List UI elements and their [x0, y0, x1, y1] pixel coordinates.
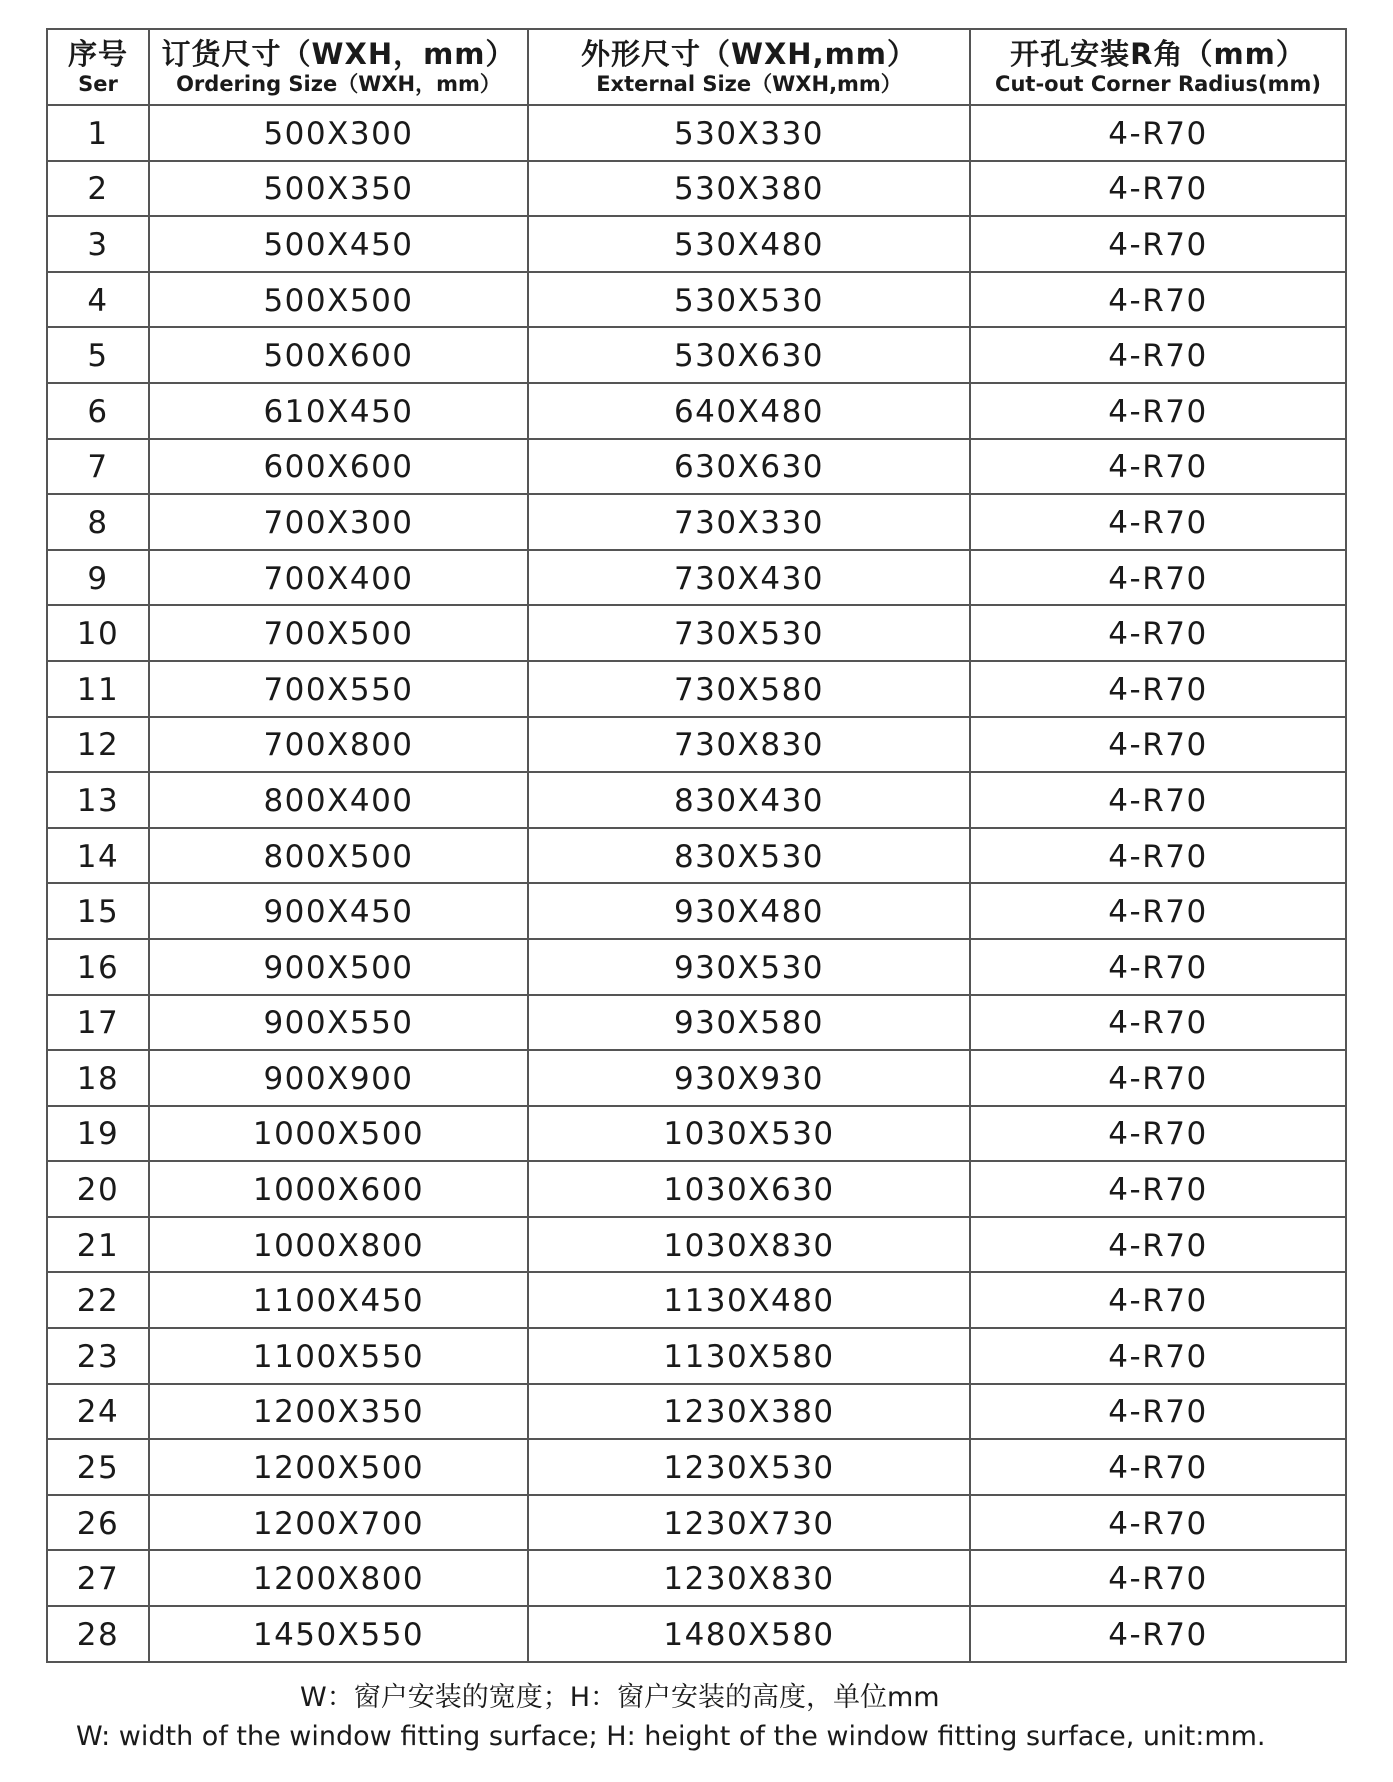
cell-ordering-size: 1100X550 — [149, 1328, 528, 1384]
cell-ser: 10 — [47, 605, 149, 661]
cell-external-size: 1480X580 — [528, 1606, 970, 1662]
cell-ser: 28 — [47, 1606, 149, 1662]
cell-external-size: 530X480 — [528, 216, 970, 272]
header-row — [47, 29, 1346, 105]
cell-corner-radius: 4-R70 — [970, 1439, 1346, 1495]
cell-external-size: 730X580 — [528, 661, 970, 717]
cell-external-size: 1230X830 — [528, 1550, 970, 1606]
cell-external-size: 1030X830 — [528, 1217, 970, 1273]
cell-ser: 15 — [47, 883, 149, 939]
cell-corner-radius: 4-R70 — [970, 883, 1346, 939]
cell-ordering-size: 700X500 — [149, 605, 528, 661]
cell-ordering-size: 700X550 — [149, 661, 528, 717]
cell-ordering-size: 500X600 — [149, 327, 528, 383]
cell-external-size: 1030X630 — [528, 1161, 970, 1217]
cell-ser: 18 — [47, 1050, 149, 1106]
cell-corner-radius: 4-R70 — [970, 161, 1346, 217]
cell-external-size: 930X530 — [528, 939, 970, 995]
table-row — [47, 1272, 1346, 1328]
cell-ser: 2 — [47, 161, 149, 217]
cell-corner-radius: 4-R70 — [970, 1217, 1346, 1273]
header-ser-cn: 序号 — [67, 37, 128, 72]
cell-ser: 25 — [47, 1439, 149, 1495]
cell-corner-radius: 4-R70 — [970, 1384, 1346, 1440]
cell-ser: 14 — [47, 828, 149, 884]
cell-corner-radius: 4-R70 — [970, 1106, 1346, 1162]
header-ordering-size-cn: 订货尺寸（WXH，mm） — [161, 37, 516, 72]
cell-corner-radius: 4-R70 — [970, 1495, 1346, 1551]
cell-corner-radius: 4-R70 — [970, 105, 1346, 161]
table-row — [47, 605, 1346, 661]
table-row — [47, 939, 1346, 995]
table-row — [47, 661, 1346, 717]
cell-ordering-size: 700X400 — [149, 550, 528, 606]
table-row — [47, 161, 1346, 217]
cell-ordering-size: 500X450 — [149, 216, 528, 272]
cell-external-size: 1030X530 — [528, 1106, 970, 1162]
cell-ordering-size: 1200X500 — [149, 1439, 528, 1495]
cell-ordering-size: 500X350 — [149, 161, 528, 217]
cell-external-size: 1130X480 — [528, 1272, 970, 1328]
table-row — [47, 1495, 1346, 1551]
cell-external-size: 530X630 — [528, 327, 970, 383]
cell-ordering-size: 700X800 — [149, 717, 528, 773]
cell-external-size: 930X480 — [528, 883, 970, 939]
cell-external-size: 630X630 — [528, 439, 970, 495]
table-row — [47, 883, 1346, 939]
header-corner-radius-en: Cut-out Corner Radius(mm) — [995, 71, 1321, 96]
table-row — [47, 1550, 1346, 1606]
cell-ser: 17 — [47, 995, 149, 1051]
table-row — [47, 1439, 1346, 1495]
cell-corner-radius: 4-R70 — [970, 216, 1346, 272]
cell-external-size: 1230X530 — [528, 1439, 970, 1495]
cell-ordering-size: 800X400 — [149, 772, 528, 828]
cell-external-size: 1230X380 — [528, 1384, 970, 1440]
footnote-cn: W：窗户安装的宽度；H：窗户安装的高度，单位mm — [300, 1682, 940, 1713]
cell-ordering-size: 500X500 — [149, 272, 528, 328]
cell-ser: 20 — [47, 1161, 149, 1217]
cell-ser: 12 — [47, 717, 149, 773]
cell-corner-radius: 4-R70 — [970, 717, 1346, 773]
cell-ser: 19 — [47, 1106, 149, 1162]
header-external-size-en: External Size（WXH,mm） — [596, 71, 902, 96]
table-row — [47, 494, 1346, 550]
cell-corner-radius: 4-R70 — [970, 1272, 1346, 1328]
cell-ordering-size: 900X500 — [149, 939, 528, 995]
header-external-size — [528, 29, 970, 105]
header-ordering-size — [149, 29, 528, 105]
table-header — [47, 29, 1346, 105]
cell-ser: 5 — [47, 327, 149, 383]
cell-ordering-size: 1200X700 — [149, 1495, 528, 1551]
cell-external-size: 640X480 — [528, 383, 970, 439]
cell-ser: 3 — [47, 216, 149, 272]
cell-corner-radius: 4-R70 — [970, 605, 1346, 661]
cell-ordering-size: 800X500 — [149, 828, 528, 884]
cell-ordering-size: 610X450 — [149, 383, 528, 439]
size-table — [46, 28, 1347, 1663]
header-ser-en: Ser — [78, 71, 118, 96]
cell-corner-radius: 4-R70 — [970, 1606, 1346, 1662]
table-row — [47, 1106, 1346, 1162]
cell-corner-radius: 4-R70 — [970, 995, 1346, 1051]
cell-ordering-size: 700X300 — [149, 494, 528, 550]
cell-ser: 9 — [47, 550, 149, 606]
cell-ser: 7 — [47, 439, 149, 495]
cell-ser: 23 — [47, 1328, 149, 1384]
table-row — [47, 216, 1346, 272]
cell-corner-radius: 4-R70 — [970, 383, 1346, 439]
cell-ser: 6 — [47, 383, 149, 439]
cell-ser: 22 — [47, 1272, 149, 1328]
footnote-en: W: width of the window fitting surface; H: height of the window fitting surface, unit:mm. — [76, 1721, 1266, 1752]
cell-external-size: 530X530 — [528, 272, 970, 328]
cell-ser: 11 — [47, 661, 149, 717]
cell-corner-radius: 4-R70 — [970, 494, 1346, 550]
cell-ordering-size: 1000X500 — [149, 1106, 528, 1162]
cell-external-size: 730X530 — [528, 605, 970, 661]
header-ser — [47, 29, 149, 105]
table-row — [47, 439, 1346, 495]
table-row — [47, 105, 1346, 161]
table-row — [47, 828, 1346, 884]
cell-external-size: 730X430 — [528, 550, 970, 606]
cell-ordering-size: 600X600 — [149, 439, 528, 495]
cell-corner-radius: 4-R70 — [970, 1161, 1346, 1217]
table-row — [47, 1328, 1346, 1384]
cell-corner-radius: 4-R70 — [970, 828, 1346, 884]
cell-external-size: 1230X730 — [528, 1495, 970, 1551]
table-row — [47, 1217, 1346, 1273]
cell-ordering-size: 1000X600 — [149, 1161, 528, 1217]
cell-ser: 24 — [47, 1384, 149, 1440]
header-ordering-size-en: Ordering Size（WXH，mm） — [176, 71, 501, 96]
cell-corner-radius: 4-R70 — [970, 661, 1346, 717]
cell-external-size: 1130X580 — [528, 1328, 970, 1384]
spec-sheet — [46, 28, 1345, 1663]
cell-corner-radius: 4-R70 — [970, 939, 1346, 995]
cell-ser: 4 — [47, 272, 149, 328]
cell-external-size: 530X330 — [528, 105, 970, 161]
table-row — [47, 1161, 1346, 1217]
table-row — [47, 383, 1346, 439]
cell-external-size: 930X580 — [528, 995, 970, 1051]
cell-ser: 8 — [47, 494, 149, 550]
cell-external-size: 530X380 — [528, 161, 970, 217]
cell-ordering-size: 1450X550 — [149, 1606, 528, 1662]
cell-corner-radius: 4-R70 — [970, 272, 1346, 328]
table-row — [47, 1606, 1346, 1662]
cell-ordering-size: 1000X800 — [149, 1217, 528, 1273]
cell-ordering-size: 900X900 — [149, 1050, 528, 1106]
cell-ser: 21 — [47, 1217, 149, 1273]
cell-corner-radius: 4-R70 — [970, 550, 1346, 606]
table-row — [47, 995, 1346, 1051]
header-external-size-cn: 外形尺寸（WXH,mm） — [580, 37, 918, 72]
cell-external-size: 830X430 — [528, 772, 970, 828]
cell-corner-radius: 4-R70 — [970, 1050, 1346, 1106]
table-row — [47, 717, 1346, 773]
cell-ser: 1 — [47, 105, 149, 161]
table-row — [47, 272, 1346, 328]
cell-corner-radius: 4-R70 — [970, 1550, 1346, 1606]
cell-ordering-size: 900X450 — [149, 883, 528, 939]
cell-corner-radius: 4-R70 — [970, 1328, 1346, 1384]
cell-external-size: 830X530 — [528, 828, 970, 884]
cell-ordering-size: 1100X450 — [149, 1272, 528, 1328]
cell-ordering-size: 900X550 — [149, 995, 528, 1051]
table-row — [47, 1384, 1346, 1440]
cell-external-size: 730X330 — [528, 494, 970, 550]
cell-ser: 26 — [47, 1495, 149, 1551]
cell-ser: 27 — [47, 1550, 149, 1606]
table-row — [47, 550, 1346, 606]
cell-corner-radius: 4-R70 — [970, 327, 1346, 383]
cell-ordering-size: 1200X350 — [149, 1384, 528, 1440]
cell-corner-radius: 4-R70 — [970, 772, 1346, 828]
cell-external-size: 930X930 — [528, 1050, 970, 1106]
table-row — [47, 1050, 1346, 1106]
table-row — [47, 327, 1346, 383]
header-corner-radius — [970, 29, 1346, 105]
cell-ordering-size: 1200X800 — [149, 1550, 528, 1606]
cell-corner-radius: 4-R70 — [970, 439, 1346, 495]
cell-external-size: 730X830 — [528, 717, 970, 773]
cell-ser: 16 — [47, 939, 149, 995]
table-body — [47, 105, 1346, 1662]
table-row — [47, 772, 1346, 828]
cell-ordering-size: 500X300 — [149, 105, 528, 161]
cell-ser: 13 — [47, 772, 149, 828]
header-corner-radius-cn: 开孔安装R角（mm） — [1010, 37, 1306, 72]
